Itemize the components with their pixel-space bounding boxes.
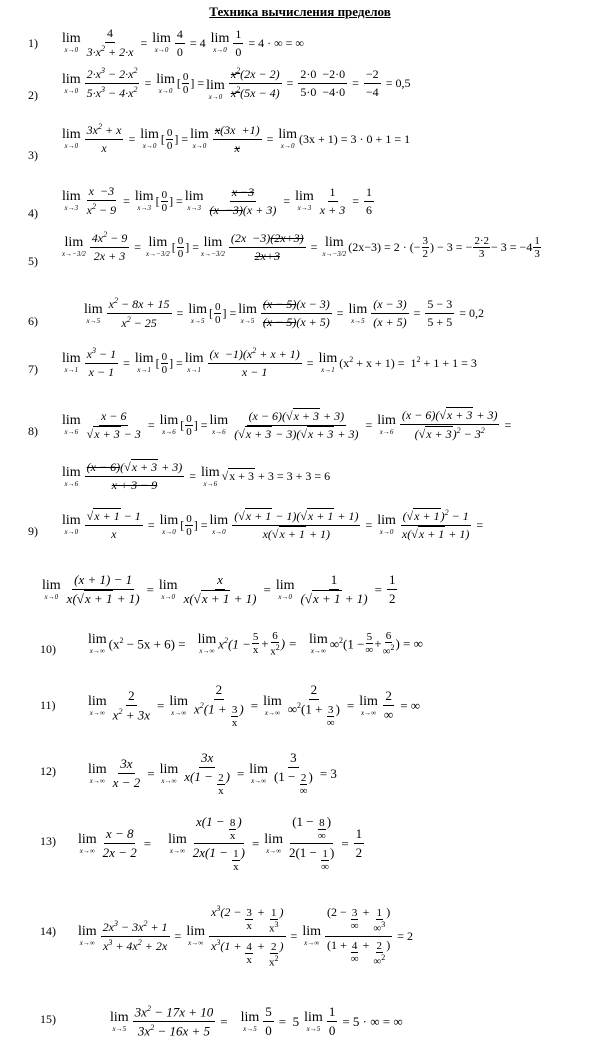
- problem-9-formula: lim x→0 $\frac{√x + 1 - 1}{x}$ = lim x→0 [ 0 0 ] = lim x→0 $\frac{(√x + 1 - 1)(√x + 1 + 1)}{x(√x + 1 + 1)}$ = lim x→0 $\frac{(√x + 1)^2 - 1}{x(√x + 1 + 1)}$ =: [62, 508, 484, 541]
- problem-4-formula: lim x→3 $\frac{x -3}{x^2 - 9}$ = lim x→3 [ 0 0 ] = lim x→3 $\frac{x -3}{(x -3)(x + 3)}$ = lim x→3 $\frac{1}{x + 3}$ = $\frac{1}{6}$: [62, 184, 373, 217]
- problem-number: 8): [28, 424, 38, 438]
- problem-number: 5): [28, 254, 38, 268]
- problem-number: 7): [28, 362, 38, 376]
- problem-number: 10): [40, 642, 56, 656]
- problem-6-formula: lim x→5 $\frac{x^2 - 8x + 15}{x^2 - 25}$ = lim x→5 [ 0 0 ] = lim x→5 $\frac{(x - 5)(x - 3)}{(x - 5)(x + 5)}$ = lim x→5 $\frac{(x - 3)}{(x + 5)}$ = $\frac{5 - 3}{5 + 5}$ = 0,2: [84, 296, 484, 330]
- problem-8-formula: lim x→6 $\frac{x - 6}{√x + 3 - 3}$ = lim x→6 [ 0 0 ] = lim x→6 $\frac{(x - 6)(√x + 3 + 3)}{(√x + 3 - 3)(√x + 3 + 3)}$ = lim x→6 $\frac{(x - 6)(√x + 3 + 3)}{(√x + 3)^2 - 3^2}$ =: [62, 408, 512, 441]
- problem-number: 2): [28, 88, 38, 102]
- problem-number: 4): [28, 206, 38, 220]
- problem-number: 3): [28, 148, 38, 162]
- problem-3-formula: lim x→0 $\frac{3x^2 + x}{x}$ = lim x→0 [ 0 0 ] = lim x→0 $\frac{x(3x +1)}{x}$ = lim x→0 (3x + 1) = 3 · 0 + 1 = 1: [62, 122, 411, 155]
- problem-9-formula-cont: lim x→0 $\frac{(x + 1) - 1}{x(√x + 1 + 1)}$ = lim x→0 $\frac{x}{x(√x + 1 + 1)}$ = lim x→0 $\frac{1}{(√x + 1 + 1)}$ = $\frac{1}{2}$: [42, 572, 396, 606]
- problem-8-formula-cont: lim x→6 $\frac{(x - 6)(√x + 3 + 3)}{x + 3 - 9}$ = lim x→6 √x + 3 + 3 = 3 + 3 = 6: [62, 460, 331, 492]
- problem-number: 6): [28, 314, 38, 328]
- problem-number: 12): [40, 764, 56, 778]
- problem-number: 11): [40, 698, 56, 712]
- problem-number: 9): [28, 524, 38, 538]
- problem-number: 14): [40, 924, 56, 938]
- problem-2-formula: lim x→0 $\frac{2\cdot x^3 - 2\cdot x^2}{5\cdot x^3 - 4\cdot x^2}$ = lim x→0 [ 0 0 ] = lim x→0 $\frac{x^2(2x - 2)}{x^2(5x - 4)}$ = $\frac{2\cdot 0 -2\cdot 0}{5\cdot 0 -4\cdot 0}$ = $\frac{-2}{-4}$ = 0,5: [62, 66, 411, 101]
- problem-14-formula: lim x→∞ $\frac{2x^3 - 3x^2 + 1}{x^3 + 4x^2 + 2x}$ = lim x→∞ $x^3(2$ − $\frac{3}{x}$ + $\frac{1}{x^3}$ ) $x^3(1$ + $\frac{4}{x}$ + $\frac{2}{x^2}$ ) = lim x→∞ (2 − 3 ∞ + $\frac{1}{\infty^3}$ ) (1 + 4 ∞ + $\frac{2}{\infty^2}$ ) = 2: [78, 904, 413, 969]
- problem-10-formula: lim x→∞ $(x^2 - 5x + 6)$ = lim x→∞ $x^2(1$ − $\frac{5}{x}$ + $\frac{6}{x^2}$ ) = lim x→∞ ∞$^2$(1 − 5 ∞ + $\frac{6}{\infty^2}$ ) = ∞: [88, 630, 423, 658]
- problem-12-formula: lim x→∞ $\frac{3x}{x - 2}$ = lim x→∞ 3x x(1 − $\frac{2}{x}$ ) = lim x→∞ 3 (1 − 2 ∞ ) = 3: [88, 750, 337, 797]
- problem-1-formula: lim x→0 $\frac{4}{3\cdot x^2 + 2\cdot x}$ = lim x→0 $\frac{4}{0}$ = 4 lim x→0 $\frac{1}{0}$ = 4 · ∞ = ∞: [62, 26, 304, 59]
- problem-11-formula: lim x→∞ $\frac{2}{x^2 + 3x}$ = lim x→∞ 2 $x^2(1$ + $\frac{3}{x}$ ) = lim x→∞ 2 ∞$^2$(1 + 3 ∞ ) = lim x→∞ $\frac{2}{\infty}$ = ∞: [88, 682, 421, 730]
- problem-number: 13): [40, 834, 56, 848]
- problem-13-formula: lim x→∞ $\frac{x - 8}{2x - 2}$ = lim x→∞ x(1 − $\frac{8}{x}$ ) 2x(1 − $\frac{1}{x}$ ) = lim x→∞ (1 − 8 ∞ ) 2(1 − 1 ∞ ) = $\frac{1}{2}$: [78, 814, 363, 873]
- problem-5-formula: lim x→−3/2 $\frac{4x^2 - 9}{2x + 3}$ = lim x→−3/2 [ 0 0 ] = lim x→−3/2 $\frac{(2x -3)(2x+3)}{2x+3}$ = lim x→−3/2 (2x−3) = 2 · (− $\frac{3}{2}$ ) − 3 = − $\frac{2\cdot 2}{3}$ − 3 = −4 1 3: [62, 230, 540, 263]
- problem-15-formula: lim x→5 $\frac{3x^2 - 17x + 10}{3x^2 - 16x + 5}$ = lim x→5 $\frac{5}{0}$ = 5 lim x→5 $\frac{1}{0}$ = 5 · ∞ = ∞: [110, 1004, 403, 1039]
- problem-7-formula: lim x→1 $\frac{x^3 - 1}{x - 1}$ = lim x→1 [ 0 0 ] = lim x→1 $\frac{(x -1)(x^2 + x + 1)}{x - 1}$ = lim x→1 $(x^2 + x + 1) = 1^2 + 1 + 1 = 3$: [62, 346, 477, 379]
- problem-number: 1): [28, 36, 38, 50]
- page-title: Техника вычисления пределов: [209, 4, 391, 19]
- problem-number: 15): [40, 1012, 56, 1026]
